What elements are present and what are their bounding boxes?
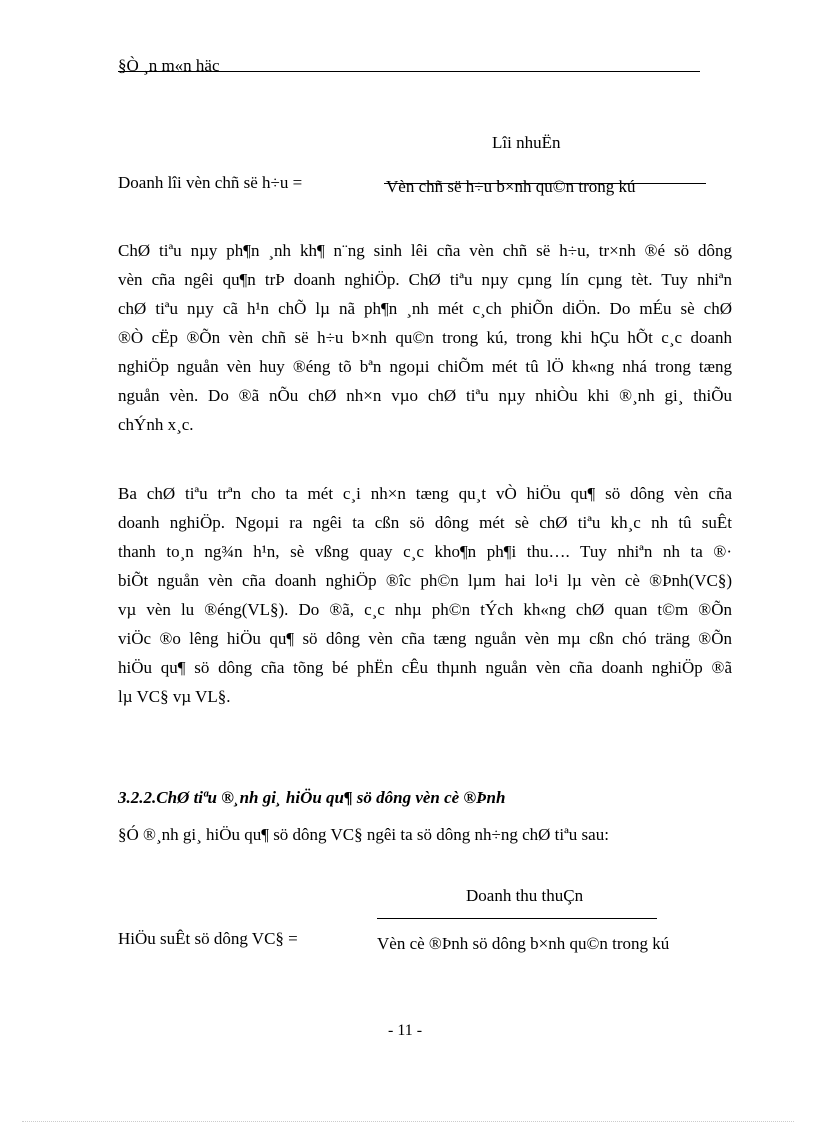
paragraph bbox=[118, 479, 732, 711]
formula-denominator: Vèn chñ së h÷u b×nh qu©n trong kú bbox=[386, 177, 636, 196]
formula-denominator: Vèn cè ®Þnh sö dông b×nh qu©n trong kú bbox=[377, 934, 670, 953]
page-header: §Ò ¸n m«n häc bbox=[118, 56, 220, 75]
section-heading: 3.2.2.ChØ tiªu ®¸nh gi¸ hiÖu qu¶ sö dông vèn cè ®Þnh bbox=[118, 788, 506, 807]
formula-numerator: Doanh thu thuÇn bbox=[466, 886, 584, 905]
paragraph-line: chØ tiªu nµy cã h¹n chÕ lµ nã ph¶n ¸nh mét c¸ch phiÕn diÖn. Do mÉu sè chØ bbox=[118, 299, 732, 318]
paragraph-line: chÝnh x¸c. bbox=[118, 415, 194, 434]
paragraph-line: nguån vèn. Do ®ã nÕu chØ nh×n vµo chØ tiªu nµy nhiÒu khi ®¸nh gi¸ thiÕu bbox=[118, 386, 732, 405]
header-rule bbox=[118, 71, 700, 72]
page-number: - 11 - bbox=[388, 1022, 423, 1039]
paragraph-line: vèn cña ngêi qu¶n trÞ doanh nghiÖp. ChØ tiªu nµy cµng lín cµng tèt. Tuy nhiªn bbox=[118, 270, 732, 289]
paragraph-line: viÖc ®o lêng hiÖu qu¶ sö dông vèn cña tæng nguån vèn mµ cßn chó träng ®Õn bbox=[118, 629, 732, 648]
paragraph-line: hiÖu qu¶ sö dông cña tõng bé phËn cÊu thµnh nguån vèn cña doanh nghiÖp ®ã bbox=[118, 658, 732, 677]
paragraph-line: lµ VC§ vµ VL§. bbox=[118, 687, 231, 706]
paragraph-line: biÕt nguån vèn cña doanh nghiÖp ®îc ph©n lµm hai lo¹i lµ vèn cè ®Þnh(VC§) bbox=[118, 571, 732, 590]
paragraph-line: Ba chØ tiªu trªn cho ta mét c¸i nh×n tæng qu¸t vÒ hiÖu qu¶ sö dông vèn cña bbox=[118, 484, 732, 503]
paragraph bbox=[118, 236, 732, 439]
paragraph-line: thanh to¸n ng¾n h¹n, sè vßng quay c¸c kho¶n ph¶i thu…. Tuy nhiªn nh ta ®· bbox=[118, 542, 732, 561]
paragraph-line: ®Ò cËp ®Õn vèn chñ së h÷u b×nh qu©n trong kú, trong khi hÇu hÕt c¸c doanh bbox=[118, 328, 732, 347]
paragraph-line: vµ vèn lu ®éng(VL§). Do ®ã, c¸c nhµ ph©n tÝch kh«ng chØ quan t©m ®Õn bbox=[118, 600, 732, 619]
formula-label: Doanh lîi vèn chñ së h÷u = bbox=[118, 173, 303, 192]
formula-numerator: Lîi nhuËn bbox=[492, 133, 561, 152]
paragraph-line: ChØ tiªu nµy ph¶n ¸nh kh¶ n¨ng sinh lêi cña vèn chñ së h÷u, tr×nh ®é sö dông bbox=[118, 241, 732, 260]
paragraph-line: doanh nghiÖp. Ngoµi ra ngêi ta cßn sö dông mét sè chØ tiªu kh¸c nh tû suÊt bbox=[118, 513, 732, 532]
formula-label: HiÖu suÊt sö dông VC§ = bbox=[118, 929, 298, 948]
paragraph-line: nghiÖp nguån vèn huy ®éng tõ bªn ngoµi chiÕm mét tû lÖ kh«ng nhá trong tæng bbox=[118, 357, 732, 376]
fraction-bar bbox=[384, 183, 706, 184]
section-intro: §Ó ®¸nh gi¸ hiÖu qu¶ sö dông VC§ ngêi ta sö dông nh÷ng chØ tiªu sau: bbox=[118, 825, 609, 844]
fraction-bar bbox=[377, 918, 657, 919]
page-bottom-border bbox=[22, 1121, 794, 1122]
